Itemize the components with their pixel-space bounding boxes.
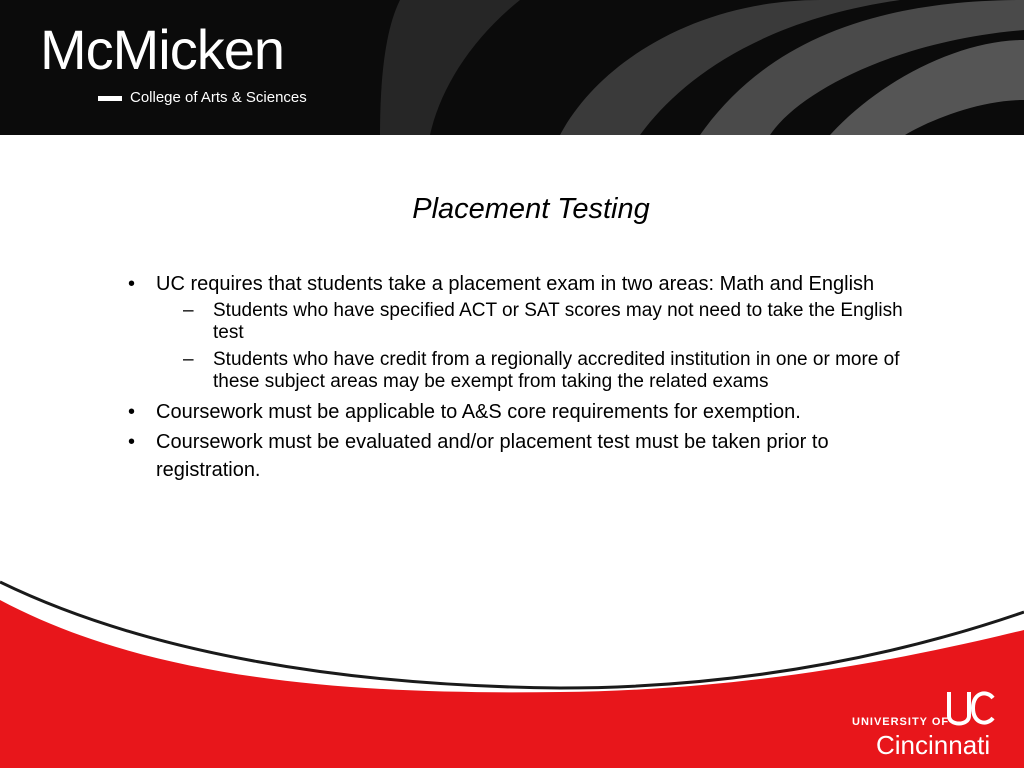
- sub-bullet-text: Students who have specified ACT or SAT scores may not need to take the English test: [213, 300, 903, 343]
- bullet-text: Coursework must be applicable to A&S core requirements for exemption.: [156, 401, 801, 423]
- university-logo-name: Cincinnati: [876, 730, 991, 760]
- sub-bullet-item: [126, 349, 906, 393]
- bullet-item: [126, 270, 906, 298]
- header-banner: [0, 0, 1024, 135]
- bullet-text: Coursework must be evaluated and/or placement test must be taken prior to registration.: [156, 431, 829, 481]
- logo-bar: [98, 96, 122, 101]
- slide-title: Placement Testing: [412, 193, 650, 225]
- sub-bullet-text: Students who have credit from a regionally accredited institution in one or more of these subject areas may be exempt from taking the related exams: [213, 349, 900, 392]
- bullet-marker: •: [128, 273, 136, 295]
- bullet-list: [126, 270, 906, 486]
- uc-monogram-icon: [945, 688, 997, 732]
- bullet-item: [126, 428, 906, 484]
- college-logo-title: McMicken: [40, 18, 285, 81]
- bullet-text: UC requires that students take a placement exam in two areas: Math and English: [156, 273, 875, 295]
- college-logo-subtitle: College of Arts & Sciences: [130, 89, 307, 106]
- sub-bullet-item: [126, 300, 906, 344]
- university-logo-small-text: UNIVERSITY OF: [852, 716, 950, 728]
- bullet-marker: •: [128, 431, 136, 453]
- footer-swoosh-graphic: [0, 560, 1024, 768]
- bullet-marker: •: [128, 401, 136, 423]
- dash-marker: –: [183, 300, 194, 321]
- dash-marker: –: [183, 349, 194, 370]
- bullet-item: [126, 398, 906, 426]
